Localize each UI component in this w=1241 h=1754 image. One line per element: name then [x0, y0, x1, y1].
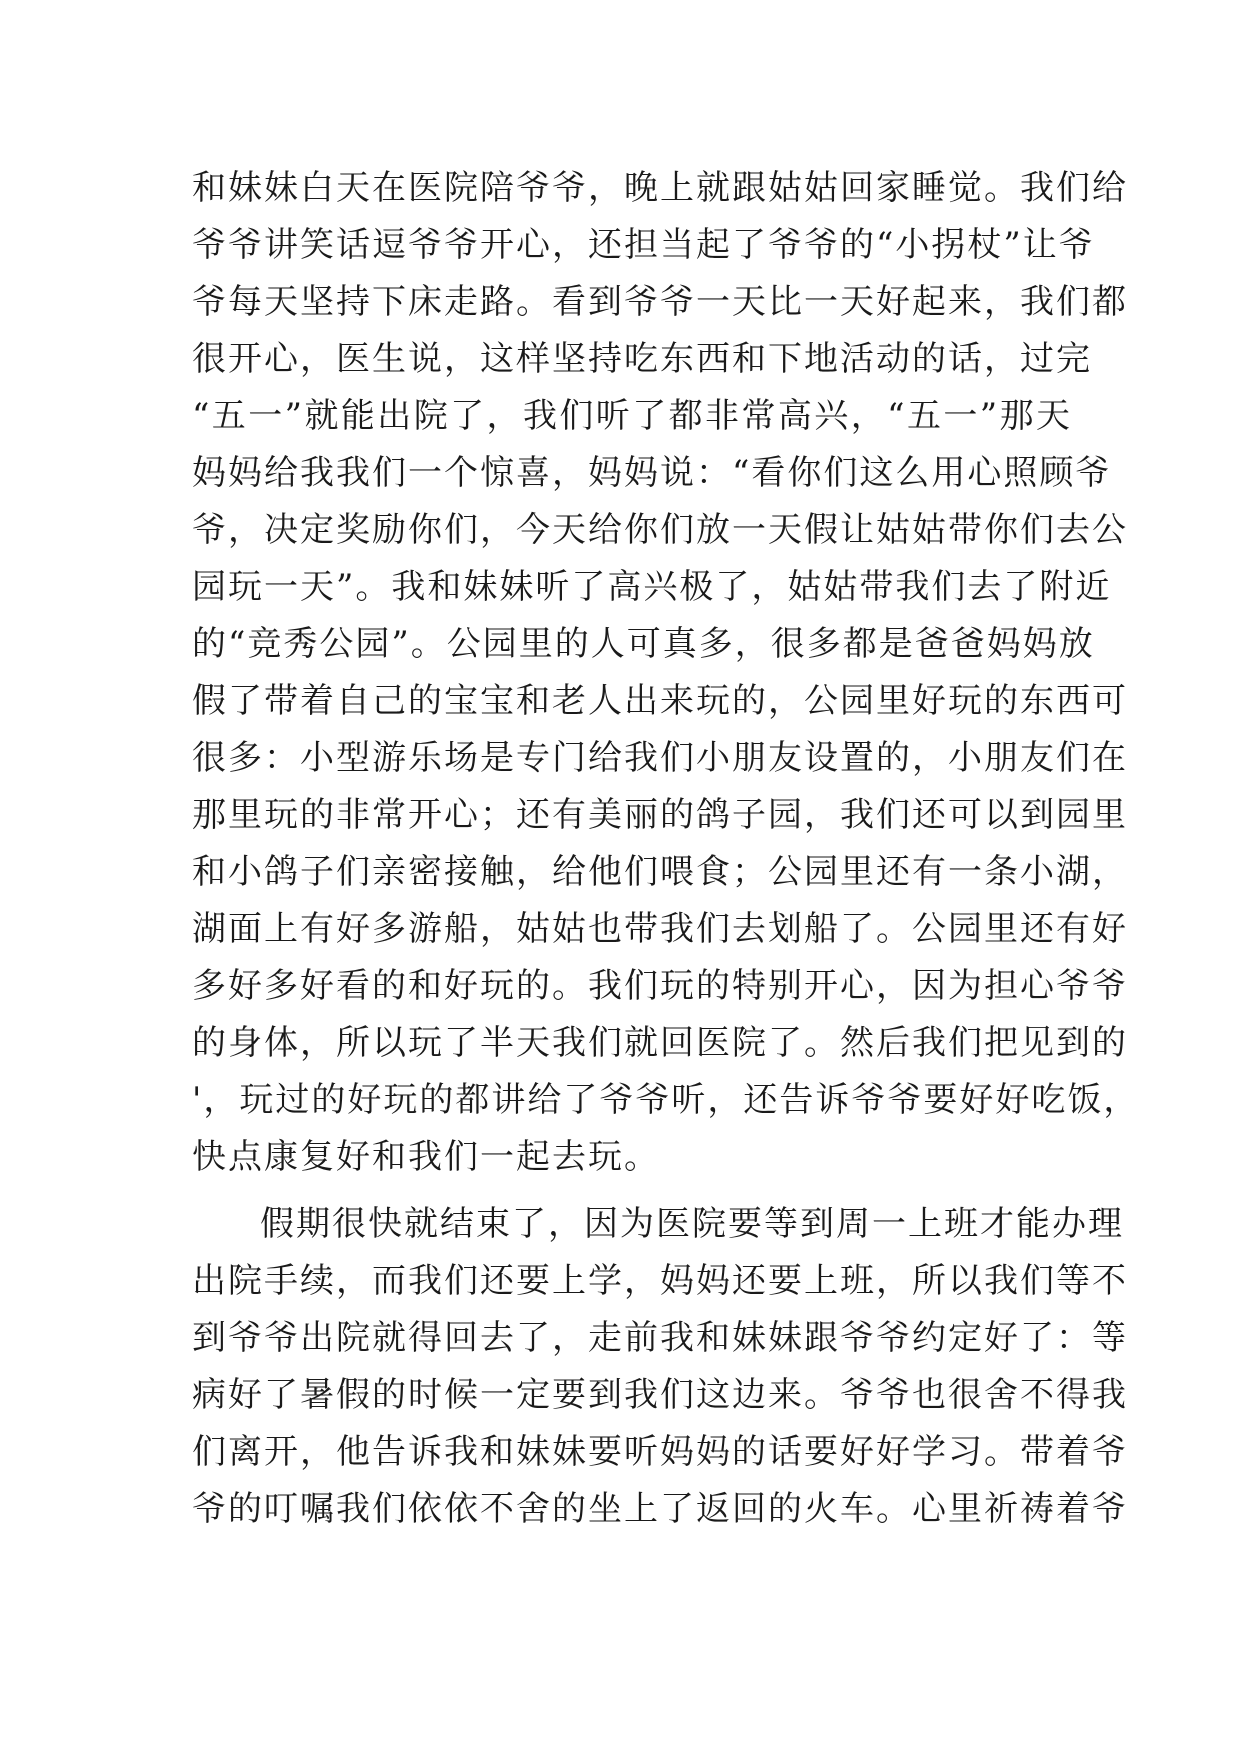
text-line: 出院手续，而我们还要上学，妈妈还要上班，所以我们等不	[192, 1261, 1128, 1301]
text-line: 们离开，他告诉我和妹妹要听妈妈的话要好好学习。带着爷	[192, 1432, 1128, 1472]
text-line: 湖面上有好多游船，姑姑也带我们去划船了。公园里还有好	[192, 909, 1128, 949]
text-line: 爷爷讲笑话逗爷爷开心，还担当起了爷爷的“小拐杖”让爷	[192, 225, 1095, 265]
document-body	[192, 160, 1140, 1538]
text-line: “五一”就能出院了，我们听了都非常高兴，“五一”那天	[192, 396, 1072, 436]
text-line: 爷的叮嘱我们依依不舍的坐上了返回的火车。心里祈祷着爷	[192, 1489, 1128, 1529]
text-line: 很多：小型游乐场是专门给我们小朋友设置的，小朋友们在	[192, 738, 1128, 778]
text-line: 快点康复好和我们一起去玩。	[192, 1137, 660, 1177]
text-line: 很开心，医生说，这样坚持吃东西和下地活动的话，过完	[192, 339, 1092, 379]
text-line: 园玩一天”。我和妹妹听了高兴极了，姑姑带我们去了附近	[192, 567, 1112, 607]
paragraph-2	[192, 1196, 1128, 1538]
text-line: 的身体，所以玩了半天我们就回医院了。然后我们把见到的	[192, 1023, 1128, 1063]
text-line: 假期很快就结束了，因为医院要等到周一上班才能办理	[260, 1204, 1124, 1244]
text-line: 的“竞秀公园”。公园里的人可真多，很多都是爸爸妈妈放	[192, 624, 1095, 664]
paragraph-1	[192, 160, 1140, 1186]
text-line: '，玩过的好玩的都讲给了爷爷听，还告诉爷爷要好好吃饭，	[192, 1080, 1140, 1120]
text-line: 那里玩的非常开心；还有美丽的鸽子园，我们还可以到园里	[192, 795, 1128, 835]
text-line: 到爷爷出院就得回去了，走前我和妹妹跟爷爷约定好了：等	[192, 1318, 1128, 1358]
text-line: 和小鸽子们亲密接触，给他们喂食；公园里还有一条小湖，	[192, 852, 1128, 892]
text-line: 病好了暑假的时候一定要到我们这边来。爷爷也很舍不得我	[192, 1375, 1128, 1415]
text-line: 爷每天坚持下床走路。看到爷爷一天比一天好起来，我们都	[192, 282, 1128, 322]
text-line: 和妹妹白天在医院陪爷爷，晚上就跟姑姑回家睡觉。我们给	[192, 168, 1128, 208]
text-line: 假了带着自己的宝宝和老人出来玩的，公园里好玩的东西可	[192, 681, 1128, 721]
text-line: 多好多好看的和好玩的。我们玩的特别开心，因为担心爷爷	[192, 966, 1128, 1006]
text-line: 妈妈给我我们一个惊喜，妈妈说：“看你们这么用心照顾爷	[192, 453, 1112, 493]
text-line: 爷，决定奖励你们，今天给你们放一天假让姑姑带你们去公	[192, 510, 1128, 550]
paragraph-spacer	[192, 1186, 1072, 1196]
